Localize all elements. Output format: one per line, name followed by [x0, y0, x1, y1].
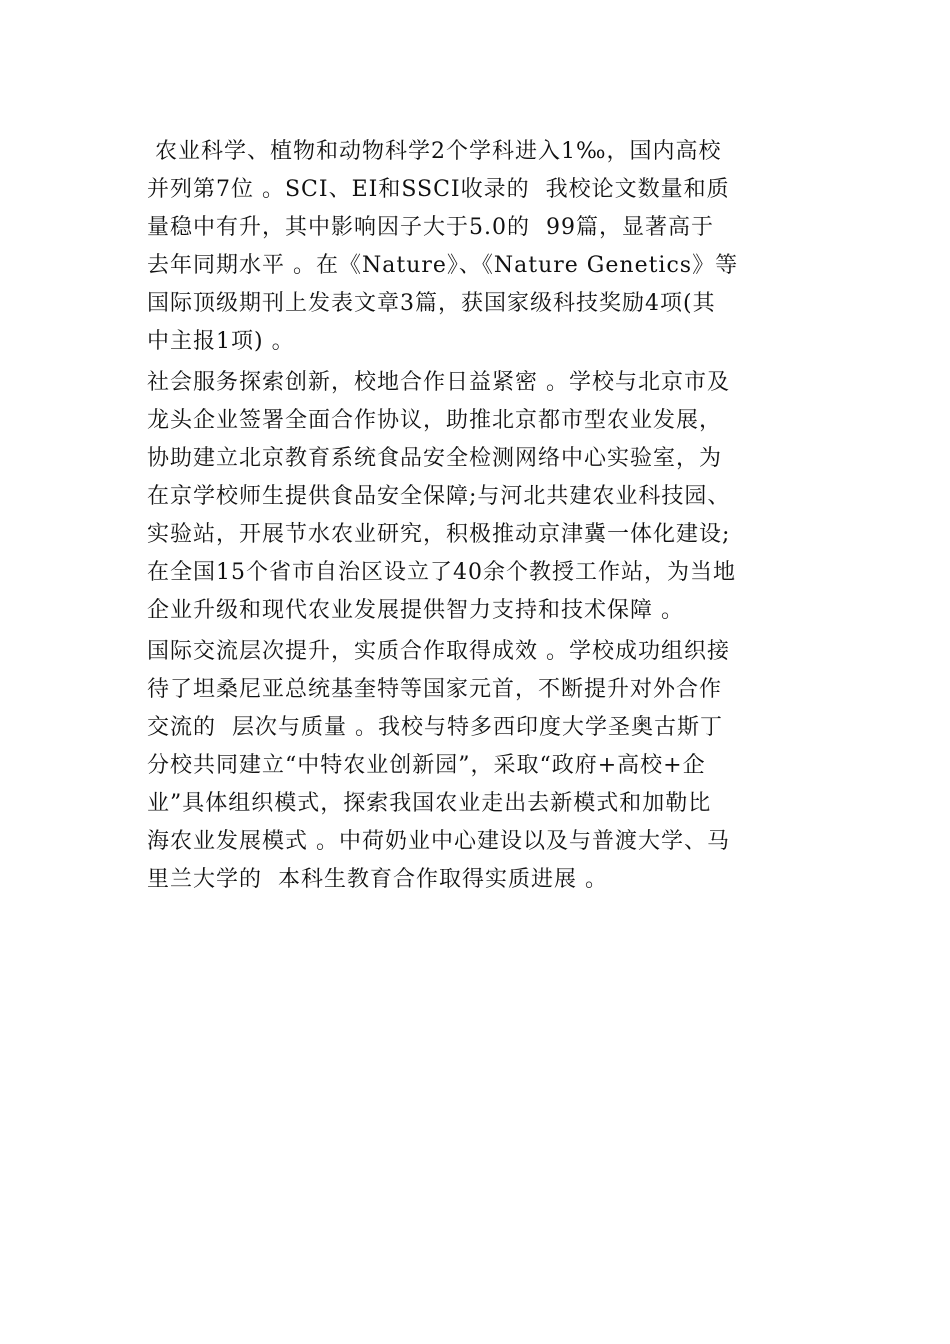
text-line: 国际顶级期刊上发表文章3篇，获国家级科技奖励4项(其 [147, 291, 716, 316]
text-line: 协助建立北京教育系统食品安全检测网络中心实验室，为 [147, 446, 723, 471]
text-line: 社会服务探索创新，校地合作日益紧密 。学校与北京市及 [147, 370, 730, 395]
text-line: 业”具体组织模式，探索我国农业走出去新模式和加勒比 [147, 791, 712, 816]
text-line: 去年同期水平 。在《Nature》、《Nature Genetics》等 [147, 253, 739, 278]
paragraph-social-service [147, 364, 827, 630]
text-line: 分校共同建立“中特农业创新园”，采取“政府+高校+企 [147, 753, 706, 778]
text-line: 农业科学、植物和动物科学2个学科进入1‰，国内高校 [147, 139, 722, 164]
text-line: 龙头企业签署全面合作协议，助推北京都市型农业发展， [147, 408, 723, 433]
paragraph-international-exchange [147, 633, 827, 899]
text-line: 里兰大学的 本科生教育合作取得实质进展 。 [147, 867, 608, 892]
text-line: 实验站，开展节水农业研究，积极推动京津冀一体化建设; [147, 522, 731, 547]
text-line: 中主报1项) 。 [147, 329, 295, 354]
text-line: 国际交流层次提升，实质合作取得成效 。学校成功组织接 [147, 639, 730, 664]
text-line: 待了坦桑尼亚总统基奎特等国家元首，不断提升对外合作 [147, 677, 723, 702]
text-line: 在京学校师生提供食品安全保障;与河北共建农业科技园、 [147, 484, 731, 509]
text-line: 企业升级和现代农业发展提供智力支持和技术保障 。 [147, 598, 684, 623]
text-line: 在全国15个省市自治区设立了40余个教授工作站，为当地 [147, 560, 736, 585]
text-line: 并列第7位 。SCI、EI和SSCI收录的 我校论文数量和质 [147, 177, 730, 202]
paragraph-academic-research [147, 133, 827, 361]
text-line: 量稳中有升，其中影响因子大于5.0的 99篇，显著高于 [147, 215, 714, 240]
document-body [147, 133, 827, 902]
text-line: 海农业发展模式 。中荷奶业中心建设以及与普渡大学、马 [147, 829, 730, 854]
text-line: 交流的 层次与质量 。我校与特多西印度大学圣奥古斯丁 [147, 715, 723, 740]
